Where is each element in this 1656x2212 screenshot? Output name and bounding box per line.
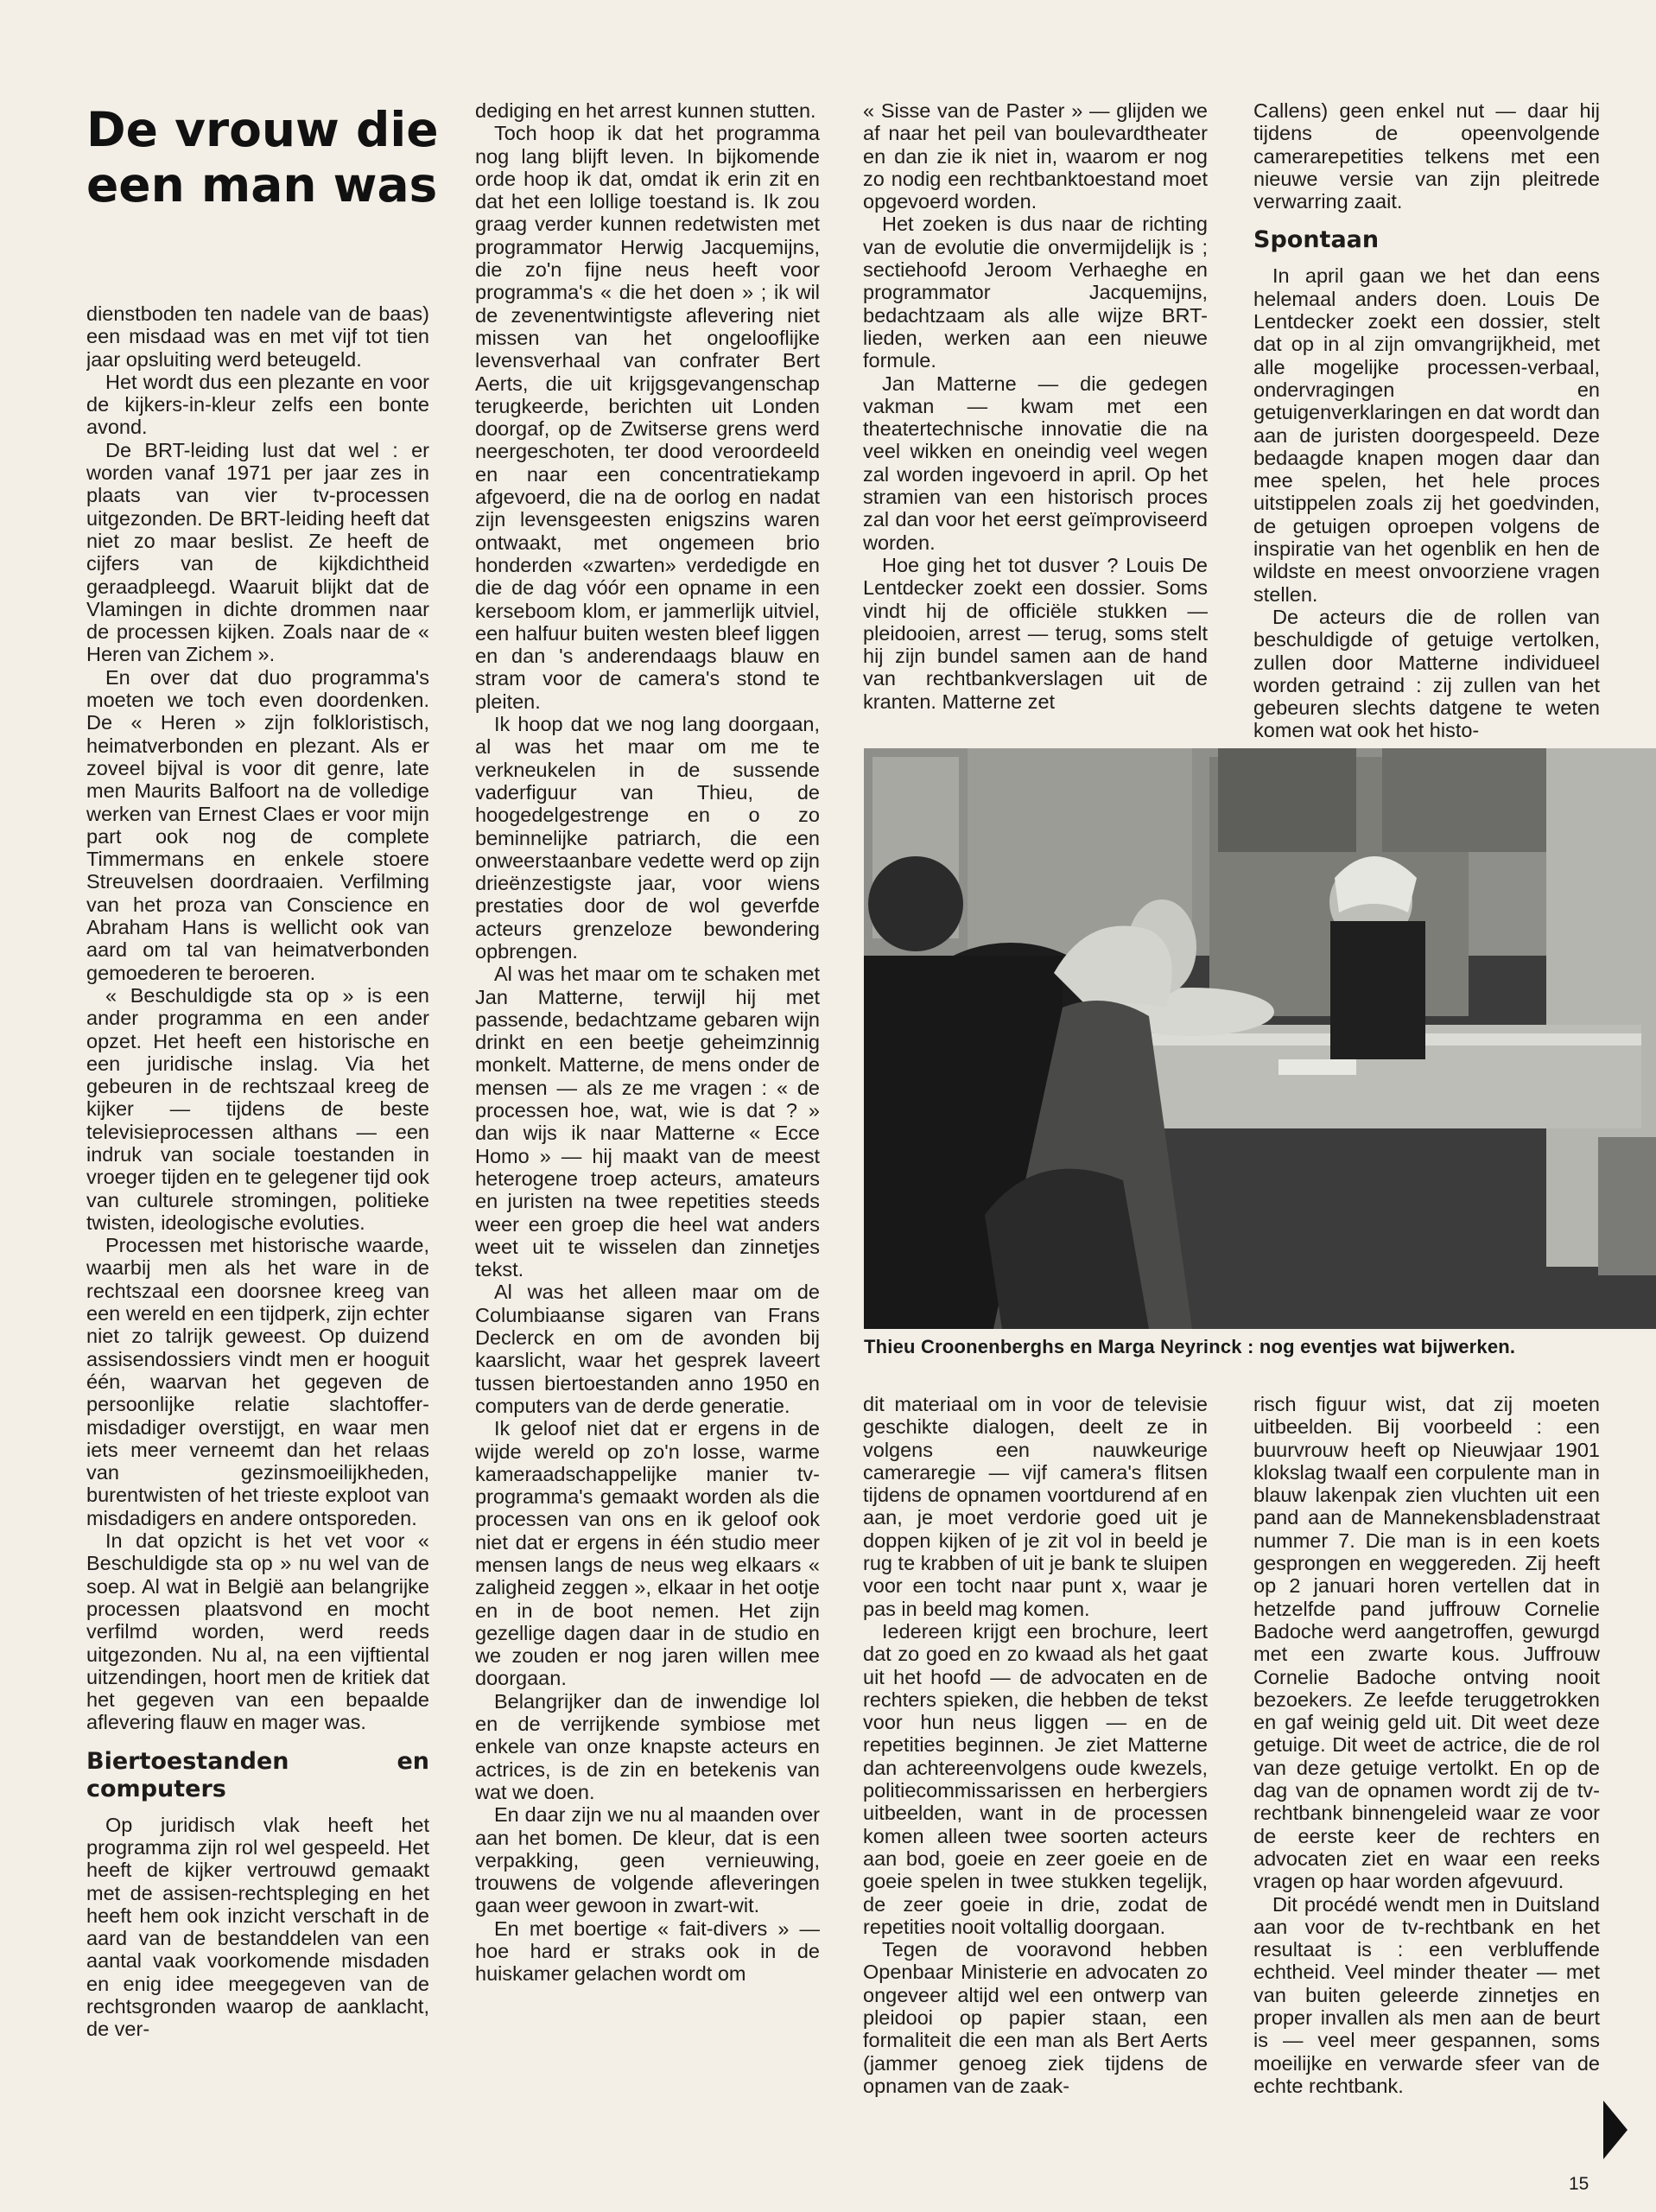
paragraph: Belangrijker dan de inwendige lol en de verrijkende symbiose met enkele van onze knapste acteurs en actrices, is de zin en betekenis van wat we doen. (475, 1689, 820, 1803)
paragraph: Dit procédé wendt men in Duitsland aan voor de tv-rechtbank en het resultaat is : een verbluffende echtheid. Veel minder theater — met van buiten geleerde zinnetjes en proper invallen als men aan de beurt is — veel meer gespannen, soms moeilijke en verwarde sfeer van de echte rechtbank. (1253, 1892, 1600, 2097)
photo-makeup-room (864, 748, 1656, 1329)
column-1-paragraphs (86, 302, 429, 1734)
paragraph: En met boertige « fait-divers » — hoe hard er straks ook in de huiskamer gelachen wordt om (475, 1916, 820, 1986)
paragraph: Jan Matterne — die gedegen vakman — kwam met een theatertechnische innovatie die na veel wikken en oneindig veel wegen zal worden ingevoerd in april. Op het stramien van een historisch proces zal dan voor het eerst geïmproviseerd worden. (863, 372, 1208, 554)
paragraph: « Sisse van de Paster » — glijden we af naar het peil van boulevardtheater en dan zie ik niet in, waarom er nog zo nodig een rechtbanktoestand moet opgevoerd worden. (863, 99, 1208, 213)
photo-illustration (864, 748, 1656, 1329)
paragraph: Ik geloof niet dat er ergens in de wijde wereld op zo'n losse, warme kameraadschappelijke manier tv-programma's gemaakt worden als die processen van ons en ik geloof ook niet dat er ergens in één studio meer mensen langs de neus weg elkaars « zaligheid zeggen », elkaar in het ootje en in de boot nemen. Het zijn gezellige dagen daar in de studio en we zouden er nog jaren willen mee doorgaan. (475, 1417, 820, 1690)
paragraph: Op juridisch vlak heeft het programma zijn rol wel gespeeld. Het heeft de kijker vertrouwd gemaakt met de assisen-rechtspleging en het heeft hem ook inzicht verschaft in de aard van de bestanddelen van een aantal vaak voorkomende misdaden en enig idee meegegeven van de rechtsgronden waarop de aanklacht, de ver- (86, 1813, 429, 2041)
paragraph: Al was het alleen maar om de Columbiaanse sigaren van Frans Declerck en om de avonden bij kaarslicht, waar het gesprek laveert tussen biertoestanden anno 1950 en computers van de derde generatie. (475, 1281, 820, 1417)
column-2 (475, 99, 820, 2177)
paragraph: In dat opzicht is het vet voor « Beschuldigde sta op » nu wel van de soep. Al wat in België aan belangrijke processen plaatsvond en mocht verfilmd worden, werd reeds uitgezonden. Nu al, na een vijftiental uitzendingen, hoort men de kritiek dat het gegeven van een bepaalde aflevering flauw en mager was. (86, 1529, 429, 1734)
paragraph: In april gaan we het dan eens helemaal anders doen. Louis De Lentdecker zoekt een dossier, stelt dat op in al zijn omvangrijkheid, met alle mogelijke processen-verbaal, ondervragingen en getuigenverklaringen en dat wordt dan aan de juristen doorgespeeld. Deze bedaagde knapen mogen daar dan mee spelen, het hele proces uitstippelen zoals zij het goedvinden, de getuigen oproepen volgens de inspiratie van het ogenblik en hen de wildste en meest onvoorziene vragen stellen. (1253, 264, 1600, 606)
paragraph: De acteurs die de rollen van beschuldigde of getuige vertolken, zullen door Matterne individueel worden getraind : zij zullen van het gebeuren slechts datgene te weten komen wat ook het histo- (1253, 605, 1600, 742)
paragraph: risch figuur wist, dat zij moeten uitbeelden. Bij voorbeeld : een buurvrouw heeft op Nieuwjaar 1901 klokslag twaalf een corpulente man in blauw lakenpak zien vluchten uit een pand aan de Mannekensbladenstraat nummer 7. Die man is in een koets gesprongen en weggereden. Zij heeft op 2 januari horen vertellen dat in hetzelfde pand juffrouw Cornelie Badoche werd aangetroffen, gewurgd met een zwarte kous. Juffrouw Cornelie Badoche ontving nooit bezoekers. Ze leefde teruggetrokken en gaf weinig geld uit. Dit weet deze getuige. Dit weet de actrice, die de rol van deze getuige vertolkt. En op de dag van de opnamen wordt zij de tv-rechtbank binnengeleid waar ze voor de eerste keer de rechters en advocaten ziet en waar een reeks vragen op haar worden afgevuurd. (1253, 1393, 1600, 1893)
subheading-biertoestanden: Biertoestanden en computers (86, 1747, 429, 1802)
column-3-top (863, 99, 1208, 743)
paragraph: En over dat duo programma's moeten we toch even doordenken. De « Heren » zijn folkloristisch, heimatverbonden en plezant. Als er zoveel bijval is voor dit genre, late men Maurits Balfoort na de volledige werken van Ernest Claes er voor mijn part ook nog de complete Timmermans en enkele stoere Streuvelsen doordraaien. Verfilming van het proza van Conscience en Abraham Hans is wellicht ook van aard om tal van heimatverbonden gemoederen te beroeren. (86, 665, 429, 984)
headline: De vrouw die een man was (86, 102, 439, 213)
paragraph: De BRT-leiding lust dat wel : er worden vanaf 1971 per jaar zes in plaats van vier tv-processen uitgezonden. De BRT-leiding heeft dat niet zo maar beslist. Ze heeft de cijfers van de kijkdichtheid geraadpleegd. Waaruit blijkt dat de Vlamingen in dichte drommen naar de processen kijken. Zoals naar de « Heren van Zichem ». (86, 438, 429, 666)
paragraph: En daar zijn we nu al maanden over aan het bomen. De kleur, dat is een verpakking, geen vernieuwing, trouwens de volgende afleveringen gaan weer gewoon in zwart-wit. (475, 1803, 820, 1917)
paragraph: Het zoeken is dus naar de richting van de evolutie die onvermijdelijk is ; sectiehoofd Jeroom Verhaeghe en programmator Jacquemijns, bedachtzaam als alle wijze BRT-lieden, werken aan een nieuwe formule. (863, 213, 1208, 372)
column-4-bottom (1253, 1393, 1600, 2175)
column-1 (86, 302, 429, 2177)
column-1-continued-paragraphs (86, 1814, 429, 2041)
column-4-intro: Callens) geen enkel nut — daar hij tijdens de opeenvolgende camerarepetities telkens met een nieuwe versie van zijn pleitrede verwarring zaait. (1253, 99, 1600, 213)
page-number: 15 (1569, 2174, 1589, 2194)
paragraph: Toch hoop ik dat het programma nog lang blijft leven. In bijkomende orde hoop ik dat, omdat ik erin zit en dat het een lollige toestand is. Ik zou graag verder kunnen redetwisten met programmator Herwig Jacquemijns, die zo'n fijne neus heeft voor programma's « die het doen » ; ik wil de zevenentwintigste aflevering niet missen van het ongelooflijke levensverhaal van confrater Bert Aerts, die uit krijgsgevangenschap terugkeerde, berichten uit Londen doorgaf, op de Zwitserse grens werd neergeschoten, ter dood veroordeeld en naar een concentratiekamp afgevoerd, die na de oorlog en nadat zijn levensgeesten enigszins waren ontwaakt, met ongemeen brio honderden «zwarten» verdedigde en die de dag vóór een opname in een kerseboom klom, er jammerlijk uitviel, een halfuur buiten westen bleef liggen en dan 's anderendaags blauw en stram voor de camera's stond te pleiten. (475, 122, 820, 713)
paragraph: Het wordt dus een plezante en voor de kijkers-in-kleur zelfs een bonte avond. (86, 370, 429, 439)
subheading-spontaan: Spontaan (1253, 226, 1380, 254)
paragraph: Iedereen krijgt een brochure, leert dat zo goed en zo kwaad als het gaat uit het hoofd — de advocaten en de rechters spieken, die hebben de tekst voor hun neus liggen — en de repetities beginnen. Je ziet Matterne dan achtereenvolgens oude kwezels, politiecommissarissen en herbergiers uitbeelden, want in de processen komen alleen twee soorten acteurs aan bod, goeie en zeer goeie en de goeie spelen in twee stukken tegelijk, de zeer goeie in drie, zodat de repetities nooit voltallig doorgaan. (863, 1619, 1208, 1938)
paragraph: Tegen de vooravond hebben Openbaar Ministerie en advocaten zo ongeveer altijd wel een ontwerp van pleidooi op papier staan, een formaliteit die een man als Bert Aerts (jammer genoeg ziek tijdens de opnamen van de zaak- (863, 1938, 1208, 2097)
paragraph: dienstboden ten nadele van de baas) een misdaad was en met vijf tot tien jaar opsluiting werd beteugeld. (86, 302, 429, 371)
continue-arrow-icon (1603, 2101, 1627, 2159)
column-4-top-paragraphs (1253, 264, 1600, 741)
paragraph: Al was het maar om te schaken met Jan Matterne, terwijl hij met passende, bedachtzame gebaren wijn drinkt en een beetje geheimzinnig monkelt. Matterne, de mens onder de mensen — als ze me vragen : « de processen hoe, wat, wie is dat ? » dan wijs ik naar Matterne « Ecce Homo » — hij maakt van de meest heterogene troep acteurs, amateurs en juristen na twee repetities steeds weer een groep die heel wat anders weet uit te wisselen dan zinnetjes tekst. (475, 963, 820, 1281)
photo-caption: Thieu Croonenberghs en Marga Neyrinck : nog eventjes wat bijwerken. (864, 1336, 1516, 1357)
paragraph: dediging en het arrest kunnen stutten. (475, 99, 816, 122)
column-4-top (1253, 99, 1600, 743)
paragraph: Ik hoop dat we nog lang doorgaan, al was het maar om me te verkneukelen in de sussende vaderfiguur van Thieu, de hoogedelgestrenge en o zo beminnelijke patriarch, die een onweerstaanbare vedette werd op zijn drieënzestigste jaar, voor wiens prestaties door de wol geverfde acteurs grenzeloze bewondering opbrengen. (475, 713, 820, 963)
paragraph: « Beschuldigde sta op » is een ander programma en een ander opzet. Het heeft een historische en een juridische inslag. Via het gebeuren in de rechtszaal kreeg de kijker — tijdens de beste televisieprocessen althans — een indruk van sociale toestanden in vroeger tijden en te gelegener tijd ook van culturele stromingen, politieke twisten, ideologische evoluties. (86, 983, 429, 1234)
paragraph: dit materiaal om in voor de televisie geschikte dialogen, deelt ze in volgens een nauwkeurige cameraregie — vijf camera's flitsen tijdens de opnamen voortdurend af en aan, je moet verdorie goed uit je doppen kijken of je zit vol in beeld je rug te krabben of uit je bank te sluipen voor een tocht naar punt x, waar je pas in beeld mag komen. (863, 1393, 1208, 1620)
paragraph: Processen met historische waarde, waarbij men als het ware in de rechtszaal een doorsnee kreeg van een wereld en een tijdperk, zijn echter niet zo talrijk geweest. Op duizend assisendossiers vindt men er hooguit één, waarvan het gegeven de persoonlijke relatie slachtoffer-misdadiger overstijgt, en waar men iets meer verneemt dan het relaas van gezinsmoeilijkheden, burentwisten of het trieste exploot van misdadigers en andere ontsporeden. (86, 1234, 429, 1529)
column-3-bottom (863, 1393, 1208, 2175)
paragraph: Hoe ging het tot dusver ? Louis De Lentdecker zoekt een dossier. Soms vindt hij de officiële stukken — pleidooien, arrest — terug, soms stelt hij zijn bundel samen aan de hand van rechtbankverslagen uit de kranten. Matterne zet (863, 553, 1208, 713)
